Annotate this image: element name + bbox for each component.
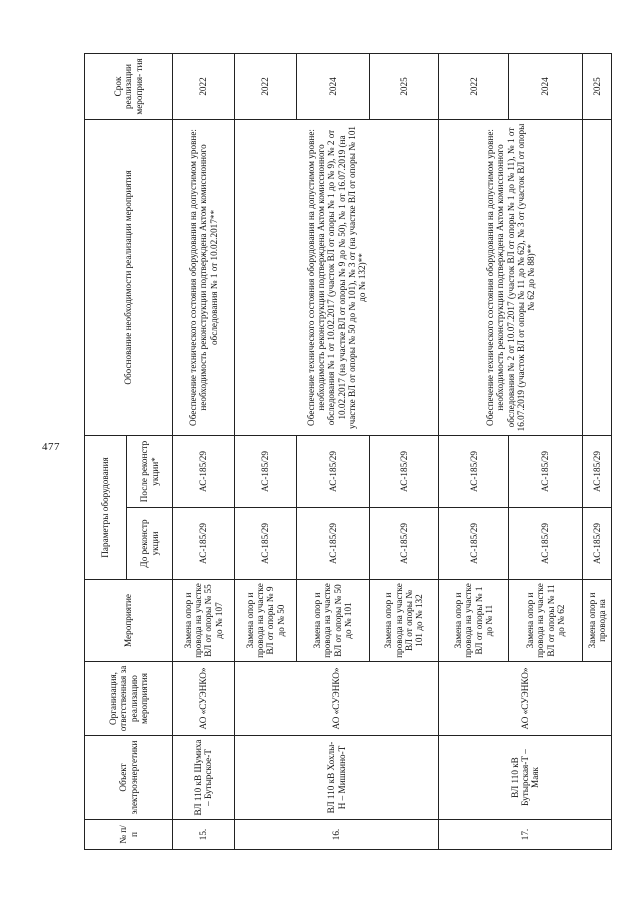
page-number: 477: [42, 441, 60, 453]
table-frame: [84, 54, 612, 850]
row-measure: Замена опор и провода на участке ВЛ от опоры № 101 до № 132: [369, 580, 439, 662]
row-before: АС-185/29: [173, 508, 235, 580]
row-measure: Замена опор и провода на участке ВЛ от опоры № 1 до № 11: [439, 580, 509, 662]
row-measure: Замена опор и провода на участке ВЛ от опоры № 11 до № 62: [509, 580, 583, 662]
row-object: ВЛ 110 кВ Хохлы-Н – Мишкино-Т: [234, 736, 439, 820]
row-deadline: 2022: [234, 53, 296, 119]
row-before: АС-185/29: [296, 508, 369, 580]
row-before: АС-185/29: [439, 508, 509, 580]
row-object: ВЛ 110 кВ Шумиха – Бутырское-Т: [173, 736, 235, 820]
header-before-reconstruction: До реконстр укции: [127, 508, 173, 580]
row-deadline: 2024: [296, 53, 369, 119]
header-number: № п/п: [85, 820, 173, 850]
row-organization: АО «СУЭНКО»: [173, 662, 235, 736]
row-before: АС-185/29: [583, 508, 612, 580]
row-deadline: 2025: [369, 53, 439, 119]
row-organization: АО «СУЭНКО»: [234, 662, 439, 736]
row-before: АС-185/29: [369, 508, 439, 580]
row-before: АС-185/29: [234, 508, 296, 580]
header-organization: Организация, ответственная за реализацию мероприятия: [85, 662, 173, 736]
row-organization: АО «СУЭНКО»: [439, 662, 612, 736]
header-object: Объект электроэнергетики: [85, 736, 173, 820]
table-row: [234, 53, 296, 849]
row-justification: Обеспечение технического состояния оборудования на допустимом уровне: необходимость реконструкции подтверждена Актом комиссионного обследования № 1 от 10.02.2017**: [173, 119, 235, 435]
row-after: АС-185/29: [583, 435, 612, 507]
row-measure: Замена опор и провода на участке ВЛ от опоры № 50 до № 101: [296, 580, 369, 662]
row-before: АС-185/29: [509, 508, 583, 580]
row-after: АС-185/29: [173, 435, 235, 507]
row-after: АС-185/29: [509, 435, 583, 507]
row-number: 17.: [439, 820, 612, 850]
row-object: ВЛ 110 кВ Бутырская-Т – Маяк: [439, 736, 612, 820]
row-justification: Обеспечение технического состояния оборудования на допустимом уровне: необходимость реконструкции подтверждена Актом комиссионного обследования № 1 от 10.02.2017 (участок ВЛ от опоры № 1 до № 9), № 2 от 10.02.2017 (на участке ВЛ от опоры № 9 до № 50), № 1 от 16.07.2019 (на участке ВЛ от опоры № 50 до № 101), № 3 от (на участке ВЛ от опоры № 101 до № 132)**: [234, 119, 439, 435]
row-measure: Замена опор и провода на: [583, 580, 612, 662]
row-after: АС-185/29: [234, 435, 296, 507]
row-after: АС-185/29: [296, 435, 369, 507]
row-after: АС-185/29: [439, 435, 509, 507]
row-deadline: 2022: [173, 53, 235, 119]
row-deadline: 2024: [509, 53, 583, 119]
row-after: АС-185/29: [369, 435, 439, 507]
equipment-reconstruction-table: [84, 53, 612, 850]
row-measure: Замена опор и провода на участке ВЛ от опоры № 9 до № 50: [234, 580, 296, 662]
row-measure: Замена опор и провода на участке ВЛ от опоры № 55 до № 107: [173, 580, 235, 662]
header-justification: Обоснование необходимости реализации мероприятия: [85, 119, 173, 435]
table-row: [173, 53, 235, 849]
row-deadline: 2025: [583, 53, 612, 119]
header-after-reconstruction: После реконстр укции*: [127, 435, 173, 507]
rotated-page-content: [84, 54, 612, 850]
row-number: 16.: [234, 820, 439, 850]
table-row: [439, 53, 509, 849]
header-equipment-params: Параметры оборудования: [85, 435, 127, 579]
row-number: 15.: [173, 820, 235, 850]
header-deadline: Срок реализации мероприя- тия: [85, 53, 173, 119]
row-deadline: 2022: [439, 53, 509, 119]
header-measure: Мероприятие: [85, 580, 173, 662]
row-justification: Обеспечение технического состояния оборудования на допустимом уровне: необходимость реконструкции подтверждена Актом комиссионного обследования № 2 от 10.07.2017 (участок ВЛ от опоры № 1 до № 11), № 1 от 16.07.2019 (участок ВЛ от опоры № 11 до № 62), № 3 от (участок ВЛ от опоры № 62 до № 88)**: [439, 119, 583, 435]
row-justification-empty: [583, 119, 612, 435]
